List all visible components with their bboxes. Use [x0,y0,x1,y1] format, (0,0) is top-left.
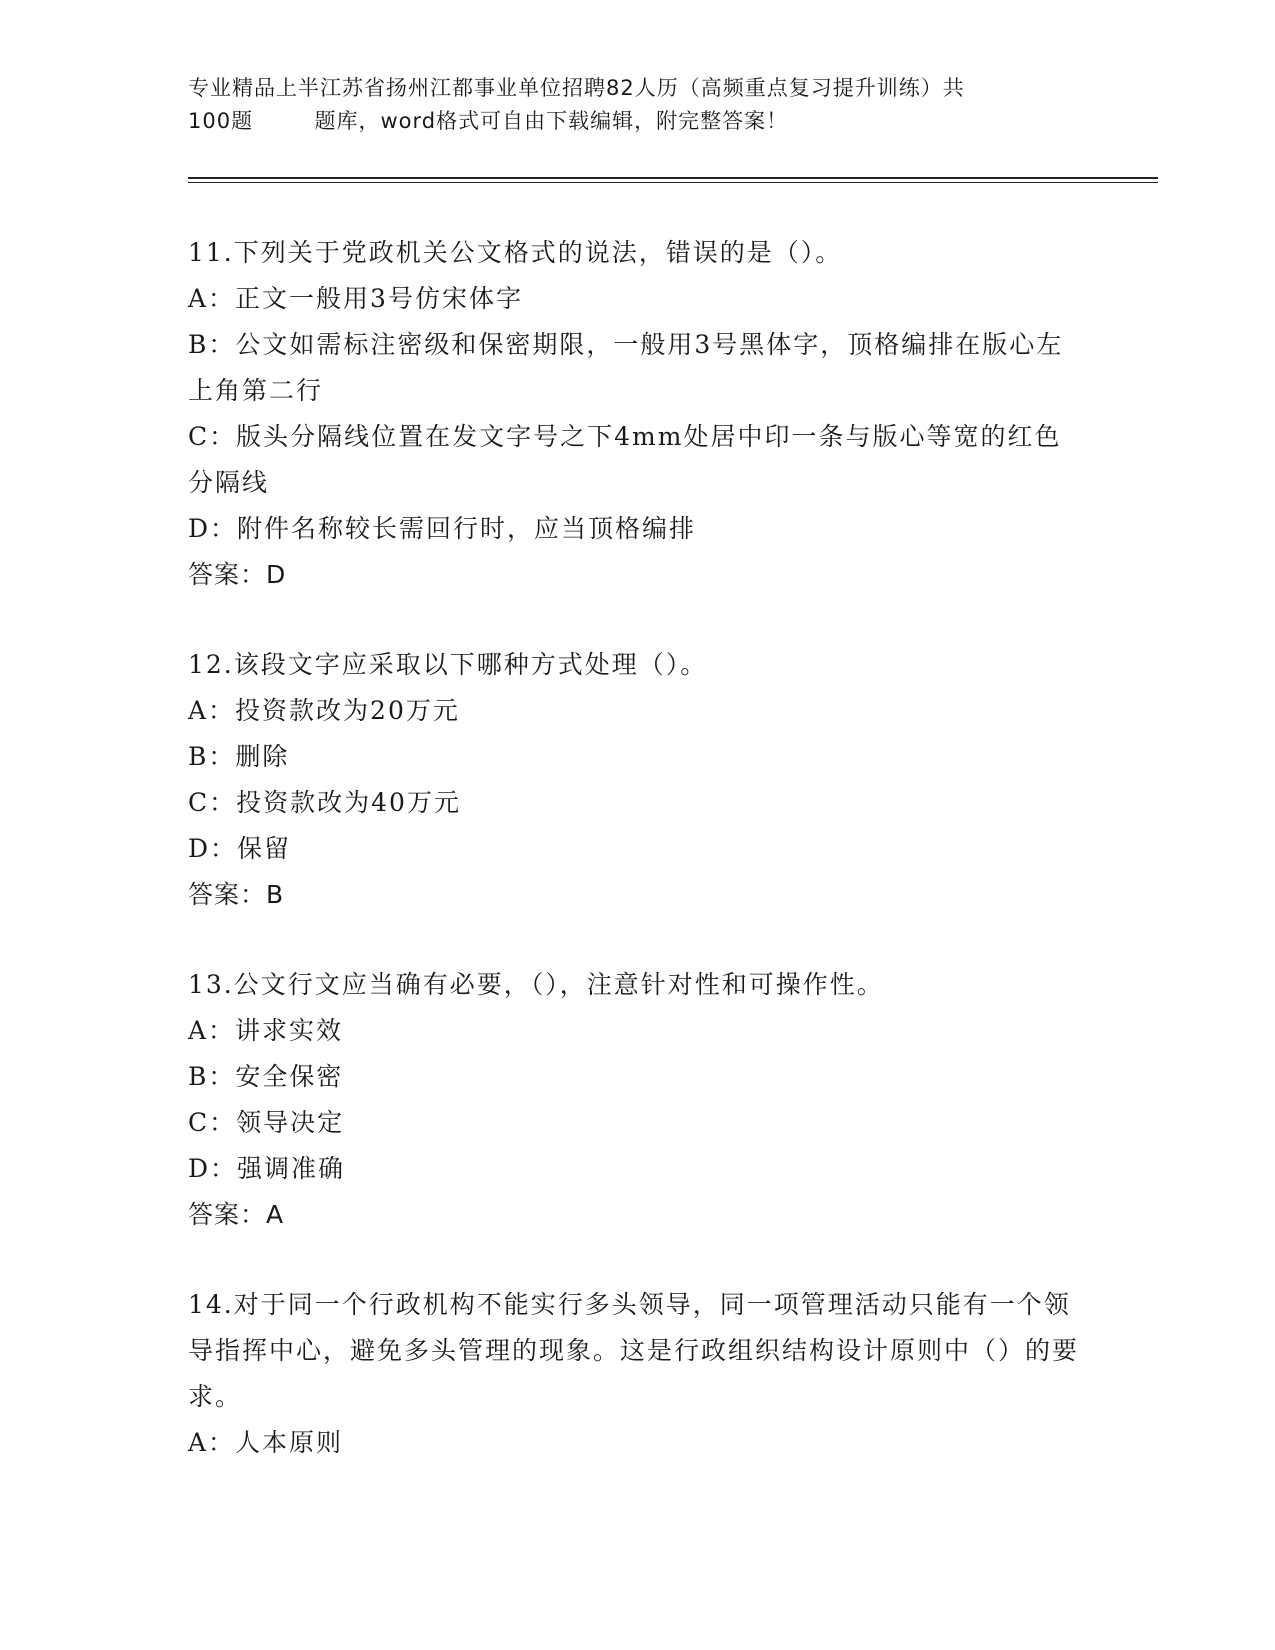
option-a: A：讲求实效 [188,1016,344,1045]
option-a: A：投资款改为20万元 [188,696,460,725]
option-c: C：版头分隔线位置在发文字号之下4mm处居中印一条与版心等宽的红色分隔线 [188,422,1062,497]
option-c: C：投资款改为40万元 [188,788,461,817]
header-divider-thick [188,177,1158,179]
answer-text: 答案：A [188,1200,285,1229]
option-d: D：附件名称较长需回行时，应当顶格编排 [188,514,697,543]
question-stem: 14.对于同一个行政机构不能实行多头领导，同一项管理活动只能有一个领导指挥中心，避免多头管理的现象。这是行政组织结构设计原则中（）的要求。 [188,1290,1080,1411]
question-14 [188,1282,1088,1466]
option-d: D：强调准确 [188,1154,346,1183]
question-12 [188,642,1088,918]
question-13 [188,962,1088,1238]
option-c: C：领导决定 [188,1108,345,1137]
header-title-line2: 100题 题库，word格式可自由下载编辑，附完整答案！ [188,109,789,133]
option-b: B：公文如需标注密级和保密期限，一般用3号黑体字，顶格编排在版心左上角第二行 [188,330,1064,405]
option-a: A：人本原则 [188,1428,344,1457]
answer-text: 答案：D [188,560,287,589]
option-a: A：正文一般用3号仿宋体字 [188,284,523,313]
question-11 [188,230,1088,598]
option-d: D：保留 [188,834,292,863]
question-list [188,230,1088,1510]
header-title-line1: 专业精品上半江苏省扬州江都事业单位招聘82人历（高频重点复习提升训练）共 [188,76,965,100]
question-stem: 13.公文行文应当确有必要，（），注意针对性和可操作性。 [188,970,884,999]
document-header [188,72,1088,138]
header-divider-thin [188,182,1158,183]
option-b: B：删除 [188,742,290,771]
answer-text: 答案：B [188,880,285,909]
question-stem: 12.该段文字应采取以下哪种方式处理（）。 [188,650,708,679]
question-stem: 11.下列关于党政机关公文格式的说法，错误的是（）。 [188,238,843,267]
option-b: B：安全保密 [188,1062,344,1091]
